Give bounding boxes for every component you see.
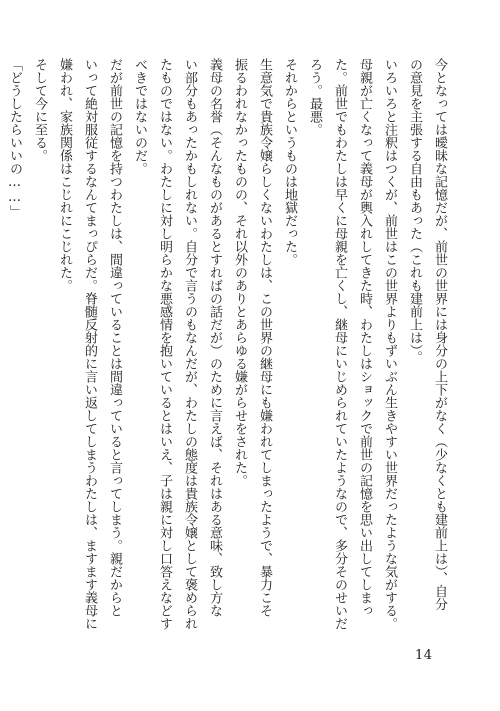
text-line: 義母の名誉（そんなものがあるとすればの話だが）のために言えば、それはある意味、致し方な xyxy=(207,58,222,617)
text-line: い部分もあったかもしれない。自分で言うのもなんだが、わたしの態度は貴族令嬢として褒められ xyxy=(182,58,197,630)
text-line: 今となっては曖昧な記憶だが、前世の世界には身分の上下がなく（少なくとも建前上は）、自分 xyxy=(432,58,447,611)
text-line: いって絶対服従するなんてまっぴらだ。脊髄反射的に言い返してしまうわたしは、ますます義母に xyxy=(82,58,97,630)
text-line: 嫌われ、家族関係はこじれにこじれた。 xyxy=(57,58,72,292)
text-line: 生意気で貴族令嬢らしくないわたしは、この世界の継母にも嫌われてしまったようで、暴力こそ xyxy=(257,58,272,617)
page-number: 14 xyxy=(415,648,433,663)
text-line: たものではない。わたしに対し明らかな悪感情を抱いているとはいえ、子は親に対し口答えなどす xyxy=(157,58,172,630)
text-line: いろいろと注釈はつくが、前世はこの世界よりもずいぶん生きやすい世界だったような気がする。 xyxy=(382,58,397,630)
text-line: の意見を主張する自由もあった（これも建前上は）。 xyxy=(407,58,422,364)
text-line: べきではないのだ。 xyxy=(132,58,147,175)
text-line: ろう。最悪。 xyxy=(307,58,322,136)
text-line: それからというものは地獄だった。 xyxy=(282,58,297,266)
body-text xyxy=(2,58,452,648)
text-line: 「どうしたらいいの……」 xyxy=(7,58,22,218)
text-line: そして今に至る。 xyxy=(32,58,47,162)
text-line: た。前世でもわたしは早くに母親を亡くし、継母にいじめられていたようなので、多分そのせいだ xyxy=(332,58,347,630)
text-line: 母親が亡くなって義母が輿入れしてきた時、わたしはショックで前世の記憶を思い出してしまっ xyxy=(357,58,372,617)
text-line: だが前世の記憶を持つわたしは、間違っていることは間違っていると言ってしまう。親だからと xyxy=(107,58,122,617)
text-line: 振るわれなかったものの、それ以外のありとあらゆる嫌がらせをされた。 xyxy=(232,58,247,487)
